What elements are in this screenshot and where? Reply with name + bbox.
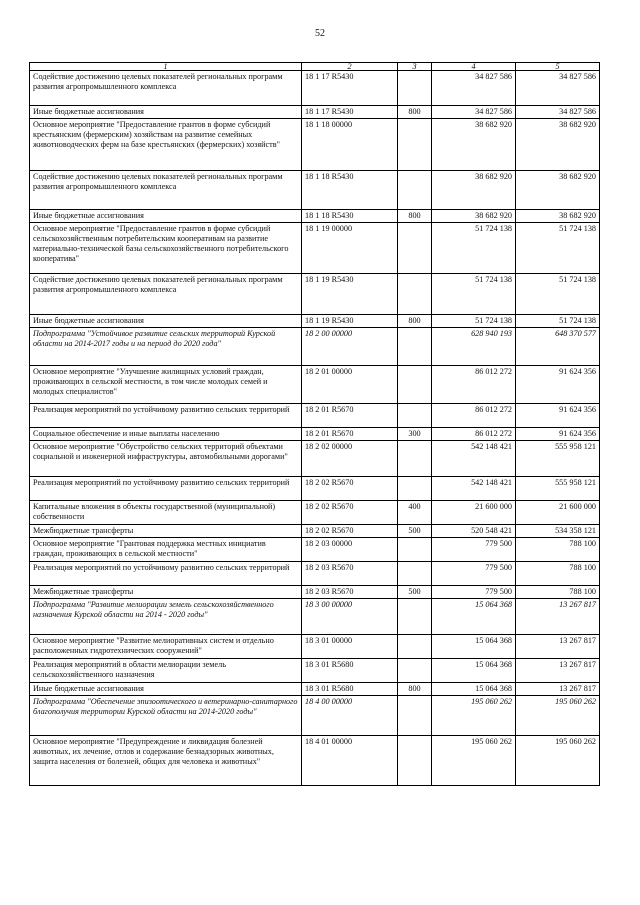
row-amount-2017-cell: 15 064 368 [432,683,516,696]
table-row [30,683,600,696]
header-col-4: 4 [432,63,516,71]
row-expense-type-cell [398,441,432,477]
row-amount-2017-cell: 779 500 [432,586,516,599]
row-amount-2017-cell: 779 500 [432,538,516,562]
table-row [30,586,600,599]
row-amount-2018-cell: 555 958 121 [516,441,600,477]
row-expense-type-cell: 400 [398,501,432,525]
row-amount-2018-cell: 788 100 [516,562,600,586]
row-code-cell: 18 2 01 R5670 [302,404,398,428]
row-amount-2017-cell: 21 600 000 [432,501,516,525]
row-expense-type-cell: 800 [398,683,432,696]
table-row [30,599,600,635]
row-amount-2018-cell: 51 724 138 [516,274,600,315]
table-body [30,71,600,786]
row-name-cell: Капитальные вложения в объекты государственной (муниципальной) собственности [30,501,302,525]
row-name-cell: Основное мероприятие "Предупреждение и ликвидация болезней животных, их лечение, отлов и содержание безнадзорных животных, защита населения от болезней, общих для человека и животных" [30,736,302,786]
row-name-cell: Подпрограмма "Устойчивое развитие сельских территорий Курской области на 2014-2017 годы и на период до 2020 года" [30,328,302,366]
row-code-cell: 18 1 19 R5430 [302,274,398,315]
header-col-1: 1 [30,63,302,71]
row-expense-type-cell [398,366,432,404]
row-amount-2017-cell: 779 500 [432,562,516,586]
row-amount-2017-cell: 15 064 368 [432,659,516,683]
row-amount-2017-cell: 34 827 586 [432,71,516,106]
row-amount-2018-cell: 13 267 817 [516,659,600,683]
table-row [30,562,600,586]
table-row [30,538,600,562]
row-code-cell: 18 1 19 R5430 [302,315,398,328]
row-code-cell: 18 1 17 R5430 [302,71,398,106]
row-code-cell: 18 1 19 00000 [302,223,398,274]
row-amount-2017-cell: 15 064 368 [432,599,516,635]
row-name-cell: Содействие достижению целевых показателей региональных программ развития агропромышленного комплекса [30,171,302,210]
row-amount-2017-cell: 542 148 421 [432,477,516,501]
row-name-cell: Содействие достижению целевых показателей региональных программ развития агропромышленного комплекса [30,71,302,106]
table-row [30,274,600,315]
row-expense-type-cell [398,562,432,586]
row-name-cell: Иные бюджетные ассигнования [30,210,302,223]
row-code-cell: 18 2 02 R5670 [302,525,398,538]
table-row [30,696,600,736]
row-expense-type-cell [398,404,432,428]
row-amount-2018-cell: 91 624 356 [516,366,600,404]
row-expense-type-cell: 800 [398,315,432,328]
row-amount-2017-cell: 38 682 920 [432,171,516,210]
row-code-cell: 18 2 01 00000 [302,366,398,404]
table-row [30,171,600,210]
row-expense-type-cell [398,71,432,106]
row-amount-2018-cell: 38 682 920 [516,119,600,171]
table-row [30,501,600,525]
row-code-cell: 18 2 03 R5670 [302,562,398,586]
row-code-cell: 18 3 01 R5680 [302,659,398,683]
row-code-cell: 18 2 01 R5670 [302,428,398,441]
row-code-cell: 18 2 02 R5670 [302,477,398,501]
row-name-cell: Иные бюджетные ассигнования [30,683,302,696]
row-name-cell: Иные бюджетные ассигнования [30,315,302,328]
row-amount-2017-cell: 15 064 368 [432,635,516,659]
row-name-cell: Содействие достижению целевых показателей региональных программ развития агропромышленного комплекса [30,274,302,315]
row-expense-type-cell [398,119,432,171]
row-name-cell: Основное мероприятие "Развитие мелиоративных систем и отдельно расположенных гидротехнических сооружений" [30,635,302,659]
row-name-cell: Межбюджетные трансферты [30,586,302,599]
row-expense-type-cell [398,736,432,786]
row-amount-2018-cell: 34 827 586 [516,106,600,119]
row-amount-2018-cell: 788 100 [516,586,600,599]
row-amount-2018-cell: 195 060 262 [516,696,600,736]
table-row [30,477,600,501]
row-amount-2017-cell: 628 940 193 [432,328,516,366]
row-name-cell: Основное мероприятие "Улучшение жилищных условий граждан, проживающих в сельской местности, в том числе молодых семей и молодых специалистов" [30,366,302,404]
row-amount-2018-cell: 13 267 817 [516,683,600,696]
row-name-cell: Иные бюджетные ассигнования [30,106,302,119]
row-name-cell: Социальное обеспечение и иные выплаты населению [30,428,302,441]
row-expense-type-cell [398,696,432,736]
row-code-cell: 18 4 01 00000 [302,736,398,786]
row-expense-type-cell: 500 [398,525,432,538]
row-code-cell: 18 1 17 R5430 [302,106,398,119]
row-code-cell: 18 4 00 00000 [302,696,398,736]
row-amount-2017-cell: 34 827 586 [432,106,516,119]
table-row [30,210,600,223]
table-row [30,366,600,404]
row-expense-type-cell [398,635,432,659]
row-amount-2017-cell: 86 012 272 [432,366,516,404]
row-amount-2018-cell: 534 358 121 [516,525,600,538]
row-amount-2018-cell: 51 724 138 [516,223,600,274]
row-code-cell: 18 1 18 R5430 [302,210,398,223]
row-amount-2017-cell: 86 012 272 [432,404,516,428]
row-name-cell: Основное мероприятие "Предоставление грантов в форме субсидий крестьянским (фермерским) хозяйствам на развитие семейных животноводческих ферм на базе крестьянских (фермерских) хозяйств" [30,119,302,171]
row-name-cell: Межбюджетные трансферты [30,525,302,538]
row-amount-2017-cell: 520 548 421 [432,525,516,538]
row-expense-type-cell [398,599,432,635]
row-name-cell: Подпрограмма "Развитие мелиорации земель сельскохозяйственного назначения Курской области на 2014 - 2020 годы" [30,599,302,635]
row-code-cell: 18 2 00 00000 [302,328,398,366]
row-amount-2018-cell: 21 600 000 [516,501,600,525]
row-expense-type-cell [398,477,432,501]
row-name-cell: Реализация мероприятий по устойчивому развитию сельских территорий [30,562,302,586]
row-expense-type-cell [398,223,432,274]
table-row [30,428,600,441]
row-code-cell: 18 3 01 00000 [302,635,398,659]
row-code-cell: 18 3 00 00000 [302,599,398,635]
row-amount-2017-cell: 38 682 920 [432,210,516,223]
header-col-3: 3 [398,63,432,71]
row-amount-2017-cell: 542 148 421 [432,441,516,477]
row-amount-2018-cell: 34 827 586 [516,71,600,106]
table-row [30,119,600,171]
row-code-cell: 18 2 03 00000 [302,538,398,562]
row-name-cell: Реализация мероприятий по устойчивому развитию сельских территорий [30,404,302,428]
row-code-cell: 18 2 03 R5670 [302,586,398,599]
row-amount-2017-cell: 195 060 262 [432,736,516,786]
row-name-cell: Основное мероприятие "Предоставление грантов в форме субсидий сельскохозяйственным потребительским кооперативам на развитие материально-технической базы сельскохозяйственного потребительского кооператива" [30,223,302,274]
row-amount-2018-cell: 51 724 138 [516,315,600,328]
row-amount-2018-cell: 788 100 [516,538,600,562]
row-amount-2018-cell: 13 267 817 [516,635,600,659]
row-expense-type-cell [398,171,432,210]
row-amount-2017-cell: 195 060 262 [432,696,516,736]
row-code-cell: 18 2 02 R5670 [302,501,398,525]
table-row [30,404,600,428]
row-amount-2018-cell: 555 958 121 [516,477,600,501]
row-code-cell: 18 1 18 R5430 [302,171,398,210]
row-expense-type-cell: 800 [398,210,432,223]
row-expense-type-cell [398,538,432,562]
table-row [30,525,600,538]
row-expense-type-cell: 800 [398,106,432,119]
table-row [30,71,600,106]
row-amount-2018-cell: 38 682 920 [516,171,600,210]
row-name-cell: Реализация мероприятий по устойчивому развитию сельских территорий [30,477,302,501]
row-code-cell: 18 3 01 R5680 [302,683,398,696]
budget-table [29,62,600,786]
row-name-cell: Основное мероприятие "Обустройство сельских территорий объектами социальной и инженерной инфраструктуры, автомобильными дорогами" [30,441,302,477]
table-row [30,328,600,366]
row-amount-2018-cell: 38 682 920 [516,210,600,223]
table-row [30,635,600,659]
table-row [30,223,600,274]
row-expense-type-cell: 500 [398,586,432,599]
row-code-cell: 18 1 18 00000 [302,119,398,171]
row-expense-type-cell [398,274,432,315]
row-name-cell: Основное мероприятие "Грантовая поддержка местных инициатив граждан, проживающих в сельской местности" [30,538,302,562]
table-row [30,441,600,477]
row-amount-2018-cell: 91 624 356 [516,428,600,441]
row-code-cell: 18 2 02 00000 [302,441,398,477]
row-expense-type-cell: 300 [398,428,432,441]
page-number: 52 [315,28,325,39]
row-amount-2018-cell: 13 267 817 [516,599,600,635]
header-row [30,63,600,71]
header-col-2: 2 [302,63,398,71]
header-col-5: 5 [516,63,600,71]
row-amount-2017-cell: 86 012 272 [432,428,516,441]
row-amount-2017-cell: 38 682 920 [432,119,516,171]
row-amount-2017-cell: 51 724 138 [432,315,516,328]
row-amount-2017-cell: 51 724 138 [432,223,516,274]
row-expense-type-cell [398,659,432,683]
row-amount-2018-cell: 195 060 262 [516,736,600,786]
row-amount-2018-cell: 91 624 356 [516,404,600,428]
row-amount-2018-cell: 648 370 577 [516,328,600,366]
row-expense-type-cell [398,328,432,366]
row-name-cell: Подпрограмма "Обеспечение эпизоотического и ветеринарно-санитарного благополучия территории Курской области на 2014-2020 годы" [30,696,302,736]
table-row [30,659,600,683]
row-amount-2017-cell: 51 724 138 [432,274,516,315]
row-name-cell: Реализация мероприятий в области мелиорации земель сельскохозяйственного назначения [30,659,302,683]
table-row [30,736,600,786]
table-row [30,106,600,119]
table-row [30,315,600,328]
